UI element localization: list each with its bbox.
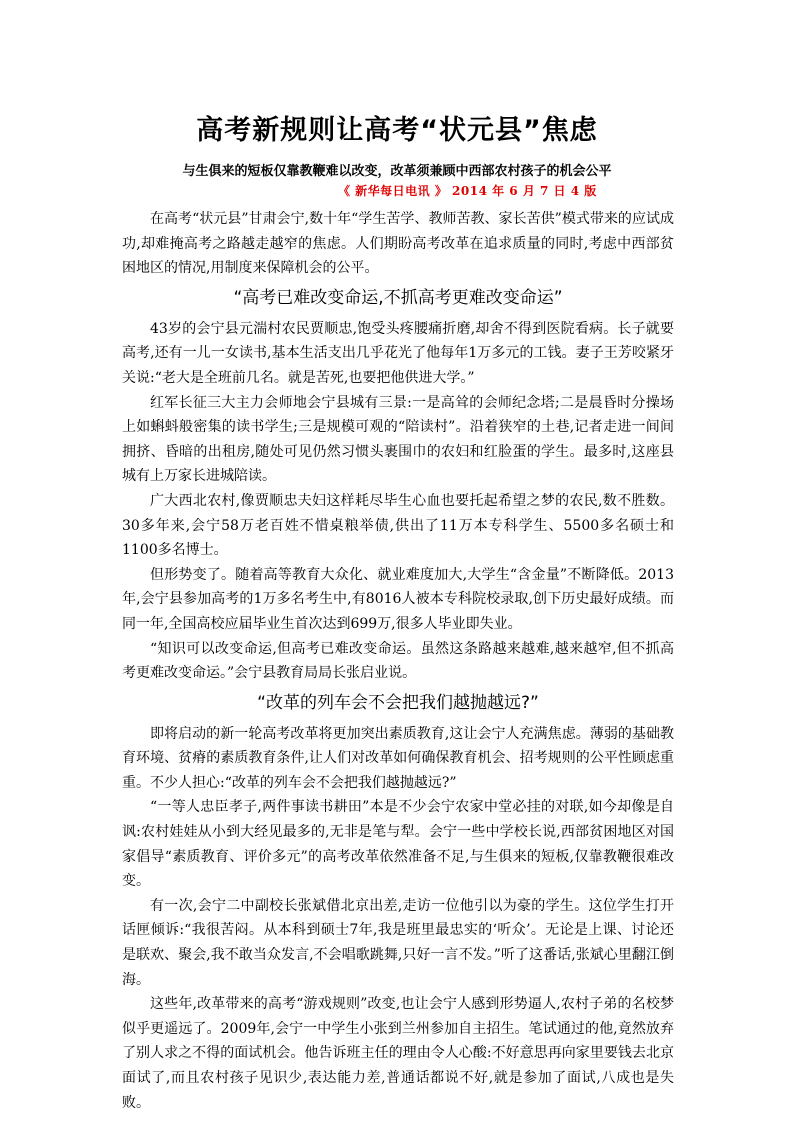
body-paragraph: 广大西北农村,像贾顺忠夫妇这样耗尽毕生心血也要托起希望之梦的农民,数不胜数。30多年来,会宁58万老百姓不惜桌粮举债,供出了11万本专科学生、5500多名硕士和1100多名博士。 <box>122 492 674 559</box>
article-body <box>122 207 674 1115</box>
intro-paragraph: 在高考“状元县”甘肃会宁,数十年“学生苦学、教师苦教、家长苦供”模式带来的应试成功,却难掩高考之路越走越窄的焦虑。人们期盼高考改革在追求质量的同时,考虑中西部贫困地区的情况,用制度来保障机会的公平。 <box>122 211 674 277</box>
article-title: 高考新规则让高考“状元县”焦虑 <box>196 115 598 146</box>
body-paragraph: 这些年,改革带来的高考“游戏规则”改变,也让会宁人感到形势逼人,农村子弟的名校梦似乎更遥远了。2009年,会宁一中学生小张到兰州参加自主招生。笔试通过的他,竟然放弃了别人求之不得的面试机会。他告诉班主任的理由令人心酸:不好意思再向家里要钱去北京面试了,而且农村孩子见识少,表达能力差,普通话都说不好,就是参加了面试,八成也是失败。 <box>122 996 674 1111</box>
section-heading-2: “改革的列车会不会把我们越抛越远?” <box>257 692 539 713</box>
body-paragraph: 但形势变了。随着高等教育大众化、就业难度加大,大学生“含金量”不断降低。2013年,会宁县参加高考的1万多名考生中,有8016人被本专科院校录取,创下历史最好成绩。而同一年,全国高校应届毕业生首次达到699万,很多人毕业即失业。 <box>122 566 674 632</box>
body-paragraph: “知识可以改变命运,但高考已难改变命运。虽然这条路越来越难,越来越窄,但不抓高考更难改变命运。”会宁县教育局局长张启业说。 <box>122 640 674 682</box>
article-source: 《 新华每日电讯 》 2014 年 6 月 7 日 4 版 <box>338 184 597 198</box>
body-paragraph: 即将启动的新一轮高考改革将更加突出素质教育,这让会宁人充满焦虑。薄弱的基础教育环境、贫瘠的素质教育条件,让人们对改革如何确保教育机会、招考规则的公平性顾虑重重。不少人担心:“改革的列车会不会把我们越抛越远?” <box>122 725 674 791</box>
body-paragraph: 有一次,会宁二中副校长张斌借北京出差,走访一位他引以为豪的学生。这位学生打开话匣倾诉:“我很苦闷。从本科到硕士7年,我是班里最忠实的‘听众’。无论是上课、讨论还是联欢、聚会,我不敢当众发言,不会唱歌跳舞,只好一言不发。”听了这番话,张斌心里翻江倒海。 <box>122 897 674 988</box>
article-subtitle: 与生俱来的短板仅靠教鞭难以改变，改革须兼顾中西部农村孩子的机会公平 <box>182 164 612 179</box>
body-paragraph: 红军长征三大主力会师地会宁县城有三景:一是高耸的会师纪念塔;二是晨昏时分操场上如蝌蚪般密集的读书学生;三是规模可观的“陪读村”。沿着狭窄的土巷,记者走进一间间拥挤、昏暗的出租房,随处可见仍然习惯头裹围巾的农妇和红脸蛋的学生。最多时,这座县城有上万家长进城陪读。 <box>122 394 674 485</box>
body-paragraph: 43岁的会宁县元湍村农民贾顺忠,饱受头疼腰痛折磨,却舍不得到医院看病。长子就要高考,还有一儿一女读书,基本生活支出几乎花光了他每年1万多元的工钱。妻子王芳咬紧牙关说:“老大是全班前几名。就是苦死,也要把他供进大学。” <box>122 320 674 386</box>
body-paragraph: “一等人忠臣孝子,两件事读书耕田”本是不少会宁农家中堂必挂的对联,如今却像是自讽:农村娃娃从小到大经见最多的,无非是笔与犁。会宁一些中学校长说,西部贫困地区对国家倡导“素质教育、评价多元”的高考改革依然准备不足,与生俱来的短板,仅靠教鞭很难改变。 <box>122 799 674 890</box>
section-heading-1: “高考已难改变命运,不抓高考更难改变命运” <box>233 287 563 308</box>
